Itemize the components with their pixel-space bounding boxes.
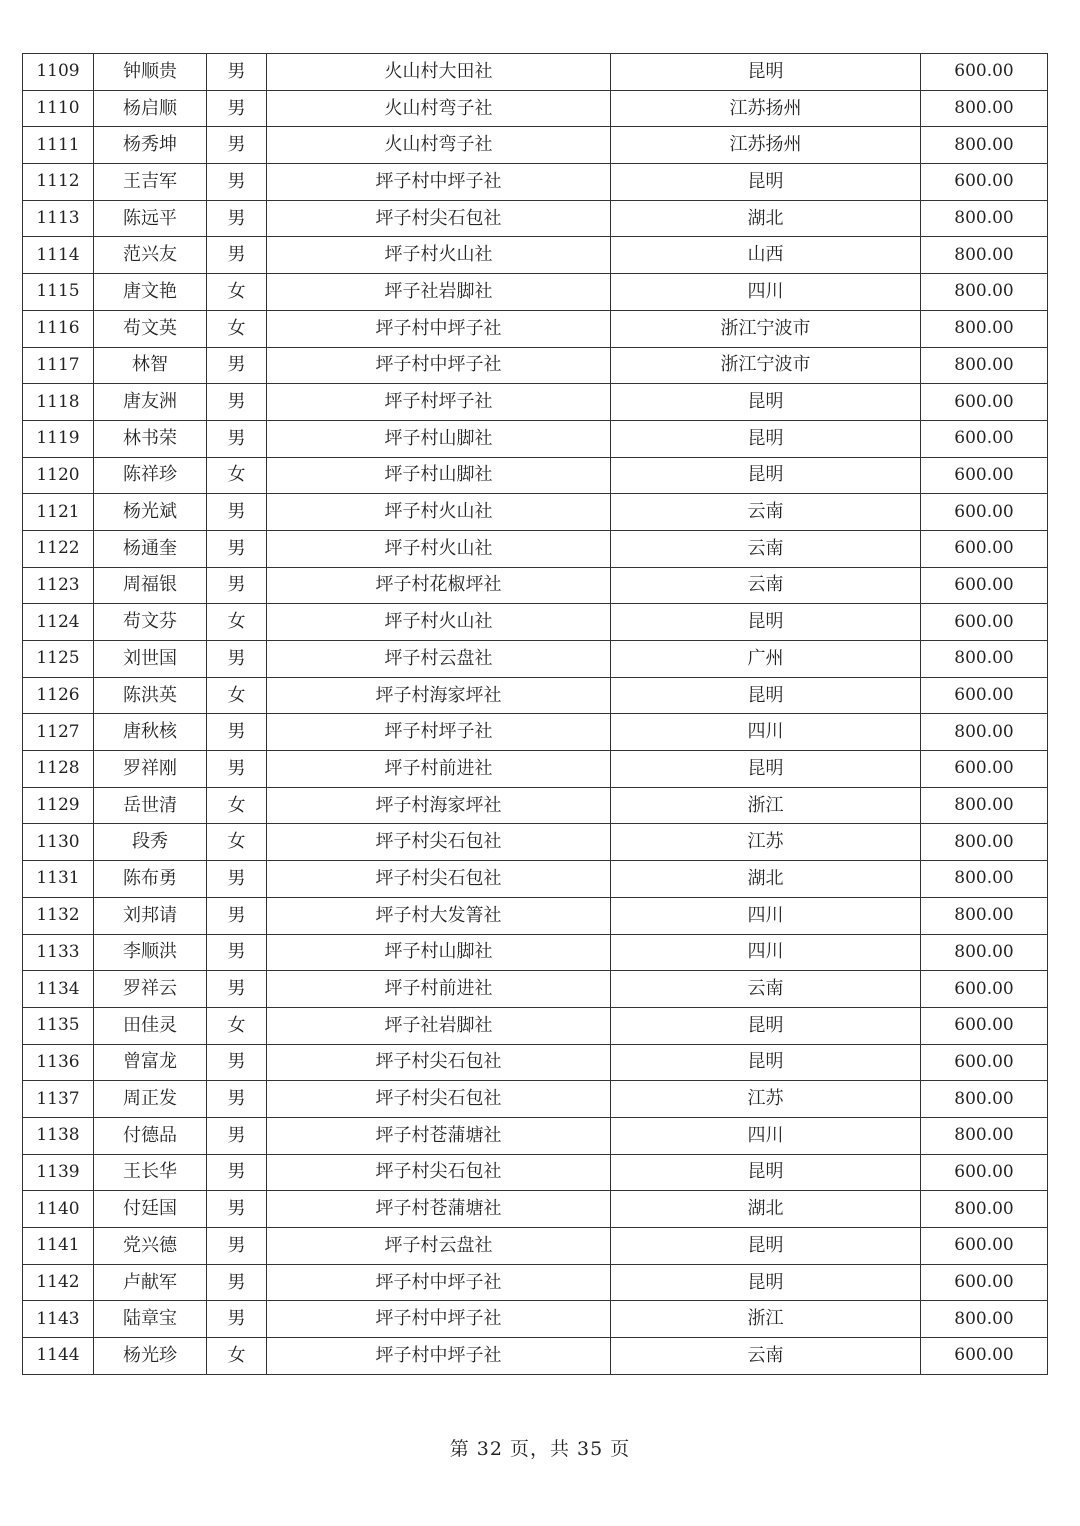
workplace-cell: 云南 bbox=[611, 530, 921, 567]
amount-cell: 600.00 bbox=[921, 420, 1048, 457]
table-row bbox=[23, 861, 1048, 898]
gender-cell: 女 bbox=[207, 310, 267, 347]
table-row bbox=[23, 641, 1048, 678]
row-number-cell: 1113 bbox=[23, 200, 94, 237]
table-row bbox=[23, 274, 1048, 311]
amount-cell: 800.00 bbox=[921, 897, 1048, 934]
gender-cell: 男 bbox=[207, 567, 267, 604]
name-cell: 苟文芬 bbox=[94, 604, 207, 641]
row-number-cell: 1132 bbox=[23, 897, 94, 934]
row-number-cell: 1126 bbox=[23, 677, 94, 714]
village-cell: 坪子社岩脚社 bbox=[267, 1007, 611, 1044]
table-row bbox=[23, 1338, 1048, 1375]
amount-cell: 800.00 bbox=[921, 90, 1048, 127]
gender-cell: 男 bbox=[207, 347, 267, 384]
row-number-cell: 1121 bbox=[23, 494, 94, 531]
name-cell: 钟顺贵 bbox=[94, 54, 207, 91]
row-number-cell: 1137 bbox=[23, 1081, 94, 1118]
row-number-cell: 1144 bbox=[23, 1338, 94, 1375]
name-cell: 林智 bbox=[94, 347, 207, 384]
workplace-cell: 云南 bbox=[611, 494, 921, 531]
village-cell: 坪子村云盘社 bbox=[267, 1228, 611, 1265]
village-cell: 坪子村坪子社 bbox=[267, 384, 611, 421]
name-cell: 唐文艳 bbox=[94, 274, 207, 311]
row-number-cell: 1112 bbox=[23, 164, 94, 201]
row-number-cell: 1133 bbox=[23, 934, 94, 971]
table-row bbox=[23, 677, 1048, 714]
row-number-cell: 1129 bbox=[23, 787, 94, 824]
name-cell: 陈洪英 bbox=[94, 677, 207, 714]
gender-cell: 女 bbox=[207, 604, 267, 641]
workplace-cell: 昆明 bbox=[611, 54, 921, 91]
gender-cell: 男 bbox=[207, 90, 267, 127]
village-cell: 坪子村山脚社 bbox=[267, 420, 611, 457]
workplace-cell: 昆明 bbox=[611, 1044, 921, 1081]
village-cell: 坪子村尖石包社 bbox=[267, 200, 611, 237]
row-number-cell: 1118 bbox=[23, 384, 94, 421]
row-number-cell: 1128 bbox=[23, 751, 94, 788]
amount-cell: 600.00 bbox=[921, 54, 1048, 91]
name-cell: 田佳灵 bbox=[94, 1007, 207, 1044]
gender-cell: 女 bbox=[207, 824, 267, 861]
table-row bbox=[23, 494, 1048, 531]
row-number-cell: 1138 bbox=[23, 1117, 94, 1154]
name-cell: 杨光斌 bbox=[94, 494, 207, 531]
workplace-cell: 昆明 bbox=[611, 1228, 921, 1265]
row-number-cell: 1135 bbox=[23, 1007, 94, 1044]
workplace-cell: 浙江宁波市 bbox=[611, 347, 921, 384]
name-cell: 杨通奎 bbox=[94, 530, 207, 567]
table-row bbox=[23, 897, 1048, 934]
gender-cell: 男 bbox=[207, 934, 267, 971]
gender-cell: 男 bbox=[207, 384, 267, 421]
table-row bbox=[23, 971, 1048, 1008]
workplace-cell: 云南 bbox=[611, 971, 921, 1008]
workplace-cell: 昆明 bbox=[611, 1007, 921, 1044]
row-number-cell: 1134 bbox=[23, 971, 94, 1008]
name-cell: 林书荣 bbox=[94, 420, 207, 457]
village-cell: 坪子村中坪子社 bbox=[267, 164, 611, 201]
village-cell: 坪子村尖石包社 bbox=[267, 1044, 611, 1081]
gender-cell: 男 bbox=[207, 530, 267, 567]
gender-cell: 男 bbox=[207, 164, 267, 201]
table-row bbox=[23, 1301, 1048, 1338]
gender-cell: 女 bbox=[207, 677, 267, 714]
amount-cell: 800.00 bbox=[921, 200, 1048, 237]
gender-cell: 男 bbox=[207, 420, 267, 457]
gender-cell: 男 bbox=[207, 714, 267, 751]
gender-cell: 男 bbox=[207, 1264, 267, 1301]
table-row bbox=[23, 347, 1048, 384]
roster-table-body bbox=[23, 54, 1048, 1375]
amount-cell: 600.00 bbox=[921, 567, 1048, 604]
workplace-cell: 浙江宁波市 bbox=[611, 310, 921, 347]
amount-cell: 600.00 bbox=[921, 457, 1048, 494]
table-row bbox=[23, 1154, 1048, 1191]
gender-cell: 男 bbox=[207, 861, 267, 898]
table-row bbox=[23, 1117, 1048, 1154]
amount-cell: 800.00 bbox=[921, 274, 1048, 311]
amount-cell: 800.00 bbox=[921, 1117, 1048, 1154]
workplace-cell: 昆明 bbox=[611, 1264, 921, 1301]
table-row bbox=[23, 1191, 1048, 1228]
row-number-cell: 1130 bbox=[23, 824, 94, 861]
amount-cell: 800.00 bbox=[921, 861, 1048, 898]
name-cell: 周福银 bbox=[94, 567, 207, 604]
village-cell: 坪子村前进社 bbox=[267, 971, 611, 1008]
gender-cell: 男 bbox=[207, 1191, 267, 1228]
workplace-cell: 昆明 bbox=[611, 457, 921, 494]
row-number-cell: 1115 bbox=[23, 274, 94, 311]
gender-cell: 女 bbox=[207, 457, 267, 494]
village-cell: 坪子村苍蒲塘社 bbox=[267, 1191, 611, 1228]
name-cell: 陆章宝 bbox=[94, 1301, 207, 1338]
amount-cell: 600.00 bbox=[921, 384, 1048, 421]
village-cell: 坪子村中坪子社 bbox=[267, 1301, 611, 1338]
name-cell: 周正发 bbox=[94, 1081, 207, 1118]
amount-cell: 800.00 bbox=[921, 641, 1048, 678]
amount-cell: 800.00 bbox=[921, 787, 1048, 824]
name-cell: 王长华 bbox=[94, 1154, 207, 1191]
name-cell: 杨秀坤 bbox=[94, 127, 207, 164]
row-number-cell: 1109 bbox=[23, 54, 94, 91]
table-row bbox=[23, 1081, 1048, 1118]
row-number-cell: 1136 bbox=[23, 1044, 94, 1081]
village-cell: 坪子村苍蒲塘社 bbox=[267, 1117, 611, 1154]
workplace-cell: 四川 bbox=[611, 934, 921, 971]
village-cell: 火山村弯子社 bbox=[267, 127, 611, 164]
workplace-cell: 江苏扬州 bbox=[611, 90, 921, 127]
gender-cell: 男 bbox=[207, 1044, 267, 1081]
row-number-cell: 1123 bbox=[23, 567, 94, 604]
village-cell: 坪子村海家坪社 bbox=[267, 787, 611, 824]
amount-cell: 600.00 bbox=[921, 751, 1048, 788]
roster-table bbox=[22, 53, 1048, 1375]
workplace-cell: 广州 bbox=[611, 641, 921, 678]
workplace-cell: 浙江 bbox=[611, 1301, 921, 1338]
gender-cell: 男 bbox=[207, 1081, 267, 1118]
village-cell: 坪子村火山社 bbox=[267, 604, 611, 641]
gender-cell: 女 bbox=[207, 274, 267, 311]
village-cell: 坪子村火山社 bbox=[267, 530, 611, 567]
amount-cell: 800.00 bbox=[921, 714, 1048, 751]
village-cell: 坪子村尖石包社 bbox=[267, 824, 611, 861]
amount-cell: 800.00 bbox=[921, 237, 1048, 274]
amount-cell: 600.00 bbox=[921, 164, 1048, 201]
row-number-cell: 1141 bbox=[23, 1228, 94, 1265]
village-cell: 坪子村山脚社 bbox=[267, 934, 611, 971]
gender-cell: 女 bbox=[207, 787, 267, 824]
table-row bbox=[23, 457, 1048, 494]
village-cell: 坪子村中坪子社 bbox=[267, 1338, 611, 1375]
amount-cell: 600.00 bbox=[921, 1228, 1048, 1265]
gender-cell: 男 bbox=[207, 237, 267, 274]
name-cell: 卢献军 bbox=[94, 1264, 207, 1301]
workplace-cell: 山西 bbox=[611, 237, 921, 274]
gender-cell: 男 bbox=[207, 1228, 267, 1265]
amount-cell: 800.00 bbox=[921, 934, 1048, 971]
village-cell: 坪子村大发箐社 bbox=[267, 897, 611, 934]
amount-cell: 800.00 bbox=[921, 310, 1048, 347]
table-row bbox=[23, 127, 1048, 164]
name-cell: 陈祥珍 bbox=[94, 457, 207, 494]
name-cell: 陈布勇 bbox=[94, 861, 207, 898]
row-number-cell: 1127 bbox=[23, 714, 94, 751]
workplace-cell: 江苏扬州 bbox=[611, 127, 921, 164]
workplace-cell: 昆明 bbox=[611, 604, 921, 641]
name-cell: 付廷国 bbox=[94, 1191, 207, 1228]
table-row bbox=[23, 751, 1048, 788]
table-row bbox=[23, 384, 1048, 421]
name-cell: 陈远平 bbox=[94, 200, 207, 237]
table-row bbox=[23, 54, 1048, 91]
workplace-cell: 昆明 bbox=[611, 384, 921, 421]
name-cell: 段秀 bbox=[94, 824, 207, 861]
village-cell: 坪子村尖石包社 bbox=[267, 1154, 611, 1191]
workplace-cell: 四川 bbox=[611, 274, 921, 311]
village-cell: 坪子村前进社 bbox=[267, 751, 611, 788]
village-cell: 坪子村火山社 bbox=[267, 494, 611, 531]
row-number-cell: 1124 bbox=[23, 604, 94, 641]
village-cell: 坪子村山脚社 bbox=[267, 457, 611, 494]
workplace-cell: 云南 bbox=[611, 567, 921, 604]
row-number-cell: 1116 bbox=[23, 310, 94, 347]
table-row bbox=[23, 310, 1048, 347]
workplace-cell: 四川 bbox=[611, 897, 921, 934]
village-cell: 火山村弯子社 bbox=[267, 90, 611, 127]
row-number-cell: 1120 bbox=[23, 457, 94, 494]
table-row bbox=[23, 824, 1048, 861]
amount-cell: 600.00 bbox=[921, 971, 1048, 1008]
gender-cell: 男 bbox=[207, 641, 267, 678]
gender-cell: 男 bbox=[207, 897, 267, 934]
table-row bbox=[23, 567, 1048, 604]
gender-cell: 男 bbox=[207, 200, 267, 237]
table-row bbox=[23, 714, 1048, 751]
name-cell: 党兴德 bbox=[94, 1228, 207, 1265]
amount-cell: 600.00 bbox=[921, 1044, 1048, 1081]
name-cell: 岳世清 bbox=[94, 787, 207, 824]
name-cell: 范兴友 bbox=[94, 237, 207, 274]
table-row bbox=[23, 1044, 1048, 1081]
table-row bbox=[23, 420, 1048, 457]
name-cell: 刘邦请 bbox=[94, 897, 207, 934]
gender-cell: 男 bbox=[207, 1301, 267, 1338]
table-row bbox=[23, 1264, 1048, 1301]
village-cell: 坪子村花椒坪社 bbox=[267, 567, 611, 604]
village-cell: 火山村大田社 bbox=[267, 54, 611, 91]
gender-cell: 男 bbox=[207, 54, 267, 91]
village-cell: 坪子村坪子社 bbox=[267, 714, 611, 751]
amount-cell: 800.00 bbox=[921, 824, 1048, 861]
workplace-cell: 四川 bbox=[611, 1117, 921, 1154]
table-row bbox=[23, 164, 1048, 201]
name-cell: 王吉军 bbox=[94, 164, 207, 201]
row-number-cell: 1125 bbox=[23, 641, 94, 678]
name-cell: 苟文英 bbox=[94, 310, 207, 347]
page-footer: 第 32 页，共 35 页 bbox=[449, 1438, 631, 1460]
workplace-cell: 昆明 bbox=[611, 1154, 921, 1191]
row-number-cell: 1142 bbox=[23, 1264, 94, 1301]
name-cell: 李顺洪 bbox=[94, 934, 207, 971]
row-number-cell: 1117 bbox=[23, 347, 94, 384]
row-number-cell: 1140 bbox=[23, 1191, 94, 1228]
gender-cell: 男 bbox=[207, 494, 267, 531]
table-row bbox=[23, 934, 1048, 971]
table-row bbox=[23, 1007, 1048, 1044]
workplace-cell: 昆明 bbox=[611, 677, 921, 714]
gender-cell: 男 bbox=[207, 1117, 267, 1154]
village-cell: 坪子村尖石包社 bbox=[267, 861, 611, 898]
village-cell: 坪子村云盘社 bbox=[267, 641, 611, 678]
amount-cell: 600.00 bbox=[921, 677, 1048, 714]
workplace-cell: 昆明 bbox=[611, 164, 921, 201]
village-cell: 坪子社岩脚社 bbox=[267, 274, 611, 311]
row-number-cell: 1110 bbox=[23, 90, 94, 127]
gender-cell: 女 bbox=[207, 1338, 267, 1375]
name-cell: 刘世国 bbox=[94, 641, 207, 678]
name-cell: 唐友洲 bbox=[94, 384, 207, 421]
village-cell: 坪子村尖石包社 bbox=[267, 1081, 611, 1118]
amount-cell: 800.00 bbox=[921, 1081, 1048, 1118]
name-cell: 杨启顺 bbox=[94, 90, 207, 127]
amount-cell: 600.00 bbox=[921, 1338, 1048, 1375]
workplace-cell: 江苏 bbox=[611, 824, 921, 861]
workplace-cell: 昆明 bbox=[611, 751, 921, 788]
name-cell: 曾富龙 bbox=[94, 1044, 207, 1081]
table-row bbox=[23, 604, 1048, 641]
table-row bbox=[23, 787, 1048, 824]
village-cell: 坪子村火山社 bbox=[267, 237, 611, 274]
gender-cell: 男 bbox=[207, 1154, 267, 1191]
gender-cell: 女 bbox=[207, 1007, 267, 1044]
workplace-cell: 江苏 bbox=[611, 1081, 921, 1118]
name-cell: 付德品 bbox=[94, 1117, 207, 1154]
amount-cell: 600.00 bbox=[921, 1154, 1048, 1191]
amount-cell: 800.00 bbox=[921, 1191, 1048, 1228]
row-number-cell: 1114 bbox=[23, 237, 94, 274]
amount-cell: 600.00 bbox=[921, 1007, 1048, 1044]
gender-cell: 男 bbox=[207, 971, 267, 1008]
row-number-cell: 1119 bbox=[23, 420, 94, 457]
village-cell: 坪子村中坪子社 bbox=[267, 347, 611, 384]
amount-cell: 600.00 bbox=[921, 494, 1048, 531]
table-row bbox=[23, 1228, 1048, 1265]
row-number-cell: 1122 bbox=[23, 530, 94, 567]
amount-cell: 600.00 bbox=[921, 530, 1048, 567]
table-row bbox=[23, 237, 1048, 274]
table-row bbox=[23, 530, 1048, 567]
name-cell: 唐秋核 bbox=[94, 714, 207, 751]
name-cell: 杨光珍 bbox=[94, 1338, 207, 1375]
row-number-cell: 1131 bbox=[23, 861, 94, 898]
amount-cell: 800.00 bbox=[921, 1301, 1048, 1338]
amount-cell: 600.00 bbox=[921, 604, 1048, 641]
gender-cell: 男 bbox=[207, 751, 267, 788]
workplace-cell: 湖北 bbox=[611, 1191, 921, 1228]
workplace-cell: 湖北 bbox=[611, 200, 921, 237]
row-number-cell: 1143 bbox=[23, 1301, 94, 1338]
amount-cell: 800.00 bbox=[921, 127, 1048, 164]
workplace-cell: 湖北 bbox=[611, 861, 921, 898]
row-number-cell: 1111 bbox=[23, 127, 94, 164]
table-row bbox=[23, 90, 1048, 127]
table-row bbox=[23, 200, 1048, 237]
workplace-cell: 四川 bbox=[611, 714, 921, 751]
name-cell: 罗祥云 bbox=[94, 971, 207, 1008]
row-number-cell: 1139 bbox=[23, 1154, 94, 1191]
workplace-cell: 昆明 bbox=[611, 420, 921, 457]
gender-cell: 男 bbox=[207, 127, 267, 164]
workplace-cell: 云南 bbox=[611, 1338, 921, 1375]
amount-cell: 600.00 bbox=[921, 1264, 1048, 1301]
village-cell: 坪子村中坪子社 bbox=[267, 1264, 611, 1301]
village-cell: 坪子村海家坪社 bbox=[267, 677, 611, 714]
village-cell: 坪子村中坪子社 bbox=[267, 310, 611, 347]
workplace-cell: 浙江 bbox=[611, 787, 921, 824]
name-cell: 罗祥刚 bbox=[94, 751, 207, 788]
amount-cell: 800.00 bbox=[921, 347, 1048, 384]
